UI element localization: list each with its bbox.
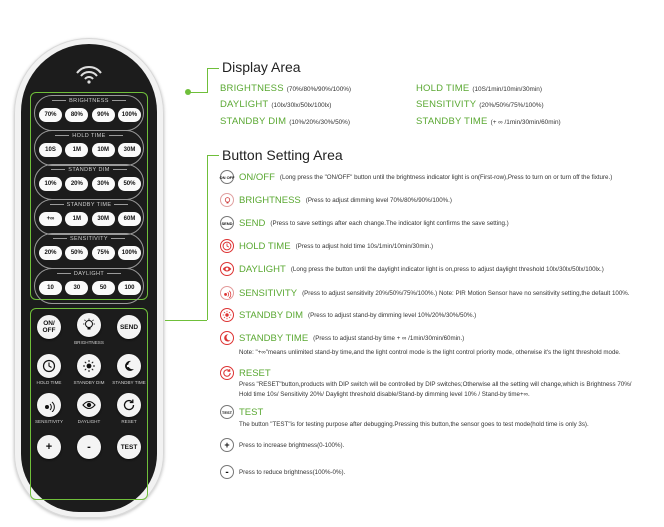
group-label: STANDBY TIME — [35, 202, 143, 208]
item-key: SEND — [239, 217, 266, 229]
brightness-caption: BRIGHTNESS — [74, 340, 104, 345]
item-desc: (Press to adjust sensitivity 20%/50%/75%/100%.) Note: PIR Motion Sensor have no sensitivity setting,the default 100%. — [302, 289, 630, 297]
remote-control — [14, 38, 164, 518]
callout-line-display-v — [207, 68, 208, 92]
item-minus — [220, 465, 345, 479]
indicator-chip: 60M — [118, 212, 141, 226]
item-plus — [220, 438, 344, 452]
button-area-title: Button Setting Area — [222, 147, 343, 163]
callout-line-display-top — [207, 68, 219, 69]
eye-icon — [82, 398, 96, 412]
eye-icon — [220, 262, 234, 276]
callout-line-buttons-v — [207, 155, 208, 320]
indicator-chip: 70% — [39, 108, 62, 122]
item-reset — [220, 366, 276, 380]
chip-row — [39, 281, 141, 295]
minus-button[interactable]: - — [77, 435, 101, 459]
group-5 — [34, 268, 144, 304]
display-row-daylight — [220, 99, 331, 110]
indicator-chip: 100% — [118, 108, 141, 122]
item-desc: (Press to adjust stand-by dimming level 10%/20%/30%/50%.) — [308, 311, 477, 319]
chip-row — [39, 212, 141, 226]
group-1 — [34, 130, 144, 166]
group-0 — [34, 95, 144, 131]
display-key: BRIGHTNESS — [220, 83, 284, 94]
hold-time-caption: HOLD TIME — [36, 380, 62, 385]
item-send — [220, 216, 509, 230]
group-3 — [34, 199, 144, 235]
item-key: HOLD TIME — [239, 240, 291, 252]
group-label: DAYLIGHT — [35, 271, 143, 277]
bulb-icon — [82, 318, 96, 332]
item-desc: Press to increase brightness(0-100%). — [239, 441, 345, 449]
moon-icon — [122, 359, 136, 373]
display-key: HOLD TIME — [416, 83, 470, 94]
item-desc: (Press to adjust dimming level 70%/80%/90%/100%.) — [305, 196, 452, 204]
display-panel — [30, 92, 148, 300]
indicator-chip: 20% — [39, 246, 62, 260]
sun-dim-icon — [220, 308, 234, 322]
display-area-title: Display Area — [222, 59, 301, 75]
standby-note: Note: "+∞"means unlimited stand-by time,and the light control mode is the light control priority mode, otherwise it's the light threshold mode. — [239, 349, 621, 356]
item-key: DAYLIGHT — [239, 263, 286, 275]
reset-caption: RESET — [121, 419, 137, 424]
display-row-standby-time — [416, 116, 561, 127]
clock-icon — [42, 359, 56, 373]
item-key: ON/OFF — [239, 171, 275, 183]
item-key: BRIGHTNESS — [239, 194, 301, 206]
callout-line-display — [188, 92, 208, 93]
standby-time-caption: STANDBY TIME — [112, 380, 146, 385]
indicator-chip: 30M — [92, 212, 115, 226]
indicator-chip: 100 — [118, 281, 141, 295]
moon-icon — [220, 331, 234, 345]
standby-time-button[interactable] — [117, 354, 141, 378]
indicator-chip: 50% — [65, 246, 88, 260]
standby-dim-caption: STANDBY DIM — [73, 380, 105, 385]
display-value: (70%/80%/90%/100%) — [286, 86, 352, 93]
reset-note-2: Hold time 10s/ Sensitivity 20%/ Daylight threshold disable/Stand-by dimming level 10% / Stand-by time+∞. — [239, 391, 530, 398]
display-value: (10lx/30lx/50lx/100lx) — [271, 102, 332, 109]
clock-icon — [220, 239, 234, 253]
display-value: (+ ∞ /1min/30min/60min) — [490, 119, 561, 126]
bulb-icon — [220, 193, 234, 207]
daylight-button[interactable] — [77, 393, 101, 417]
display-value: (10%/20%/30%/50%) — [289, 119, 350, 126]
chip-row — [39, 108, 141, 122]
indicator-chip: 50% — [118, 177, 141, 191]
indicator-chip: 10S — [39, 143, 62, 157]
group-label: BRIGHTNESS — [35, 98, 143, 104]
callout-line-buttons — [165, 320, 207, 321]
item-desc: (Press to adjust hold time 10s/1min/10min/30min.) — [295, 242, 434, 250]
item-key: STANDBY DIM — [239, 309, 304, 321]
item-standby-time — [220, 331, 464, 345]
display-key: STANDBY TIME — [416, 116, 488, 127]
display-row-hold-time — [416, 83, 542, 94]
item-desc: (Long press the button until the daylight indicator light is on,press to adjust daylight threshold 10lx/30lx/50lx/100lx.) — [290, 265, 604, 273]
sensitivity-caption: SENSITIVITY — [34, 419, 64, 424]
item-desc: (Long press the "ON/OFF" button until the brightness indicator light is on(First-row),Press to turn on or turn off the fixture.) — [279, 173, 613, 181]
indicator-chip: 10 — [39, 281, 62, 295]
item-desc: Press to reduce brightness(100%-0%). — [239, 468, 346, 476]
standby-dim-button[interactable] — [77, 354, 101, 378]
group-label: STANDBY DIM — [35, 167, 143, 173]
onoff-icon: ON OFF — [220, 170, 234, 184]
item-desc: (Press to adjust stand-by time + ∞ /1min/30min/60min.) — [313, 334, 465, 342]
indicator-chip: 1M — [65, 212, 88, 226]
reset-icon — [220, 366, 234, 380]
test-button[interactable]: TEST — [117, 435, 141, 459]
indicator-chip: 10M — [92, 143, 115, 157]
display-row-brightness — [220, 83, 351, 94]
reset-button[interactable] — [117, 393, 141, 417]
test-note: The button "TEST"is for testing purpose after debugging.Pressing this button,the sensor goes to test mode(hold time is only 3s). — [239, 421, 589, 428]
sensitivity-icon — [42, 398, 56, 412]
send-icon: SEND — [220, 216, 234, 230]
indicator-chip: 90% — [92, 108, 115, 122]
indicator-chip: 20% — [65, 177, 88, 191]
reset-icon — [122, 398, 136, 412]
group-label: HOLD TIME — [35, 133, 143, 139]
button-panel — [30, 308, 148, 500]
indicator-chip: 100% — [118, 246, 141, 260]
plus-button[interactable]: + — [37, 435, 61, 459]
display-key: STANDBY DIM — [220, 116, 287, 127]
sensitivity-icon — [220, 286, 234, 300]
plus-icon: + — [220, 438, 234, 452]
send-button[interactable]: SEND — [117, 315, 141, 339]
indicator-chip: 10% — [39, 177, 62, 191]
signal-icon — [74, 64, 104, 84]
item-key: RESET — [239, 367, 271, 379]
item-test — [220, 405, 268, 419]
item-brightness — [220, 193, 452, 207]
chip-row — [39, 143, 141, 157]
indicator-chip: 30% — [92, 177, 115, 191]
display-row-sensitivity — [416, 99, 544, 110]
callout-line-buttons-top — [207, 155, 219, 156]
indicator-chip: +∞ — [39, 212, 62, 226]
item-onoff — [220, 170, 612, 184]
item-key: TEST — [239, 406, 264, 418]
sensitivity-button[interactable] — [37, 393, 61, 417]
indicator-chip: 1M — [65, 143, 88, 157]
item-daylight — [220, 262, 604, 276]
chip-row — [39, 246, 141, 260]
display-key: DAYLIGHT — [220, 99, 269, 110]
sun-dim-icon — [82, 359, 96, 373]
item-desc: (Press to save settings after each change.The indicator light confirms the save setting.) — [270, 219, 509, 227]
onoff-button[interactable]: ON/ OFF — [37, 315, 61, 339]
remote-body — [21, 44, 157, 512]
item-key: STANDBY TIME — [239, 332, 309, 344]
test-icon: TEST — [220, 405, 234, 419]
daylight-caption: DAYLIGHT — [77, 419, 101, 424]
group-2 — [34, 164, 144, 200]
indicator-chip: 80% — [65, 108, 88, 122]
brightness-button[interactable] — [77, 313, 101, 337]
indicator-chip: 75% — [92, 246, 115, 260]
indicator-chip: 30 — [65, 281, 88, 295]
group-4 — [34, 233, 144, 269]
reset-note-1: Press "RESET"button,products with DIP switch will be controlled by DIP switches;Otherwise all the setting will change,which is Brightness 70%/ — [239, 381, 632, 388]
display-row-standby-dim — [220, 116, 350, 127]
item-sensitivity — [220, 286, 630, 300]
indicator-chip: 30M — [118, 143, 141, 157]
item-hold-time — [220, 239, 433, 253]
display-key: SENSITIVITY — [416, 99, 477, 110]
chip-row — [39, 177, 141, 191]
minus-icon: - — [220, 465, 234, 479]
group-label: SENSITIVITY — [35, 236, 143, 242]
item-key: SENSITIVITY — [239, 287, 298, 299]
item-standby-dim — [220, 308, 476, 322]
display-value: (20%/50%/75%/100%) — [479, 102, 544, 109]
display-value: (10S/1min/10min/30min) — [472, 86, 542, 93]
indicator-chip: 50 — [92, 281, 115, 295]
hold-time-button[interactable] — [37, 354, 61, 378]
